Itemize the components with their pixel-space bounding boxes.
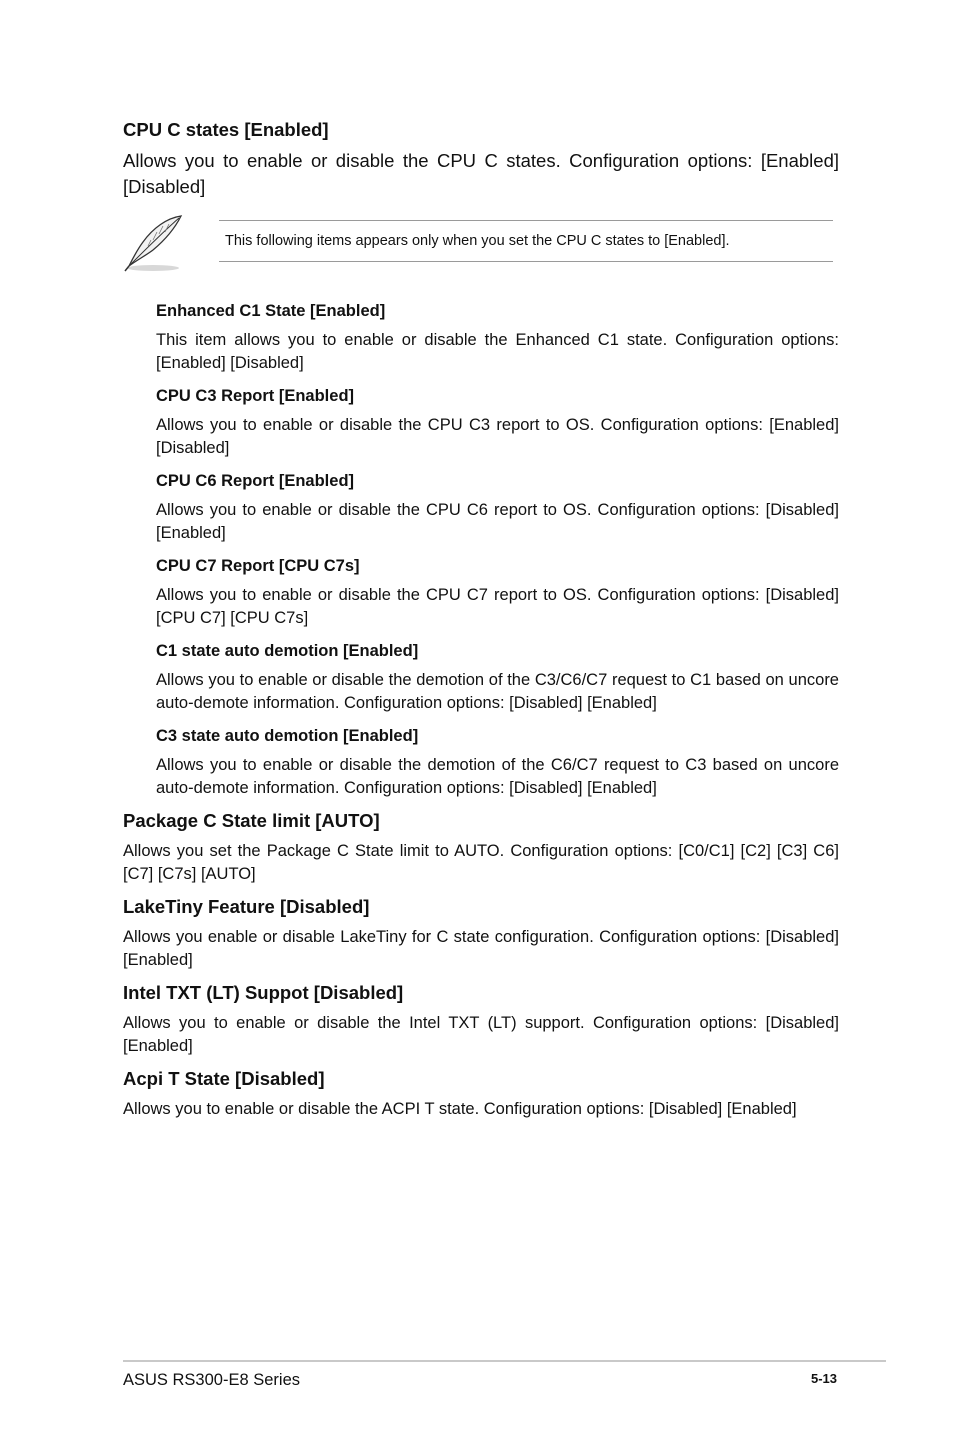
section-heading: CPU C states [Enabled] [123, 119, 329, 140]
page-number: 5-13 [810, 1371, 837, 1386]
sub-item [156, 725, 839, 800]
sub-item-title: C1 state auto demotion [Enabled] [156, 642, 419, 660]
note-callout [123, 214, 839, 276]
sub-item [156, 555, 839, 630]
note-box [219, 220, 833, 262]
note-text: This following items appears only when you set the CPU C states to [Enabled]. [225, 233, 730, 249]
section-description: Allows you to enable or disable the CPU C states. Configuration options: [Enabled] [Disabled] [123, 150, 839, 197]
sub-items-list [156, 300, 839, 800]
sub-item-title: C3 state auto demotion [Enabled] [156, 727, 419, 745]
sub-item-desc: Allows you to enable or disable the CPU C6 report to OS. Configuration options: [Disabled] [Enabled] [156, 501, 839, 542]
sub-item-desc: Allows you to enable or disable the demotion of the C3/C6/C7 request to C1 based on uncore auto-demote information. Configuration options: [Disabled] [Enabled] [156, 671, 839, 712]
setting-item [123, 895, 839, 972]
sub-item [156, 640, 839, 715]
setting-title: Package C State limit [AUTO] [123, 810, 380, 831]
setting-title: Acpi T State [Disabled] [123, 1068, 325, 1089]
sub-item [156, 385, 839, 460]
sub-item-title: Enhanced C1 State [Enabled] [156, 302, 386, 320]
sub-item-title: CPU C7 Report [CPU C7s] [156, 557, 360, 575]
setting-item [123, 981, 839, 1058]
setting-desc: Allows you to enable or disable the Intel TXT (LT) support. Configuration options: [Disabled] [Enabled] [123, 1014, 839, 1055]
note-pen-icon [123, 214, 185, 272]
setting-item [123, 1067, 839, 1121]
sub-item-desc: Allows you to enable or disable the demotion of the C6/C7 request to C3 based on uncore auto-demote information. Configuration options: [Disabled] [Enabled] [156, 756, 839, 797]
setting-desc: Allows you to enable or disable the ACPI T state. Configuration options: [Disabled] [Enabled] [123, 1100, 797, 1118]
setting-item [123, 809, 839, 886]
sub-item [156, 470, 839, 545]
cpu-c-states-section [123, 118, 839, 200]
setting-desc: Allows you enable or disable LakeTiny for C state configuration. Configuration options: [Disabled] [Enabled] [123, 928, 839, 969]
footer-product-name: ASUS RS300-E8 Series [123, 1371, 300, 1389]
setting-desc: Allows you set the Package C State limit to AUTO. Configuration options: [C0/C1] [C2] [C3] C6] [C7] [C7s] [AUTO] [123, 842, 839, 883]
sub-item-title: CPU C3 Report [Enabled] [156, 387, 355, 405]
main-content [123, 118, 839, 1121]
footer-divider [123, 1360, 886, 1362]
sub-item-desc: Allows you to enable or disable the CPU C7 report to OS. Configuration options: [Disabled] [CPU C7] [CPU C7s] [156, 586, 839, 627]
setting-title: LakeTiny Feature [Disabled] [123, 896, 370, 917]
sub-item-desc: This item allows you to enable or disable the Enhanced C1 state. Configuration options: [Enabled] [Disabled] [156, 331, 839, 372]
sub-item-desc: Allows you to enable or disable the CPU C3 report to OS. Configuration options: [Enabled] [Disabled] [156, 416, 839, 457]
sub-item [156, 300, 839, 375]
setting-title: Intel TXT (LT) Suppot [Disabled] [123, 982, 404, 1003]
sub-item-title: CPU C6 Report [Enabled] [156, 472, 355, 490]
